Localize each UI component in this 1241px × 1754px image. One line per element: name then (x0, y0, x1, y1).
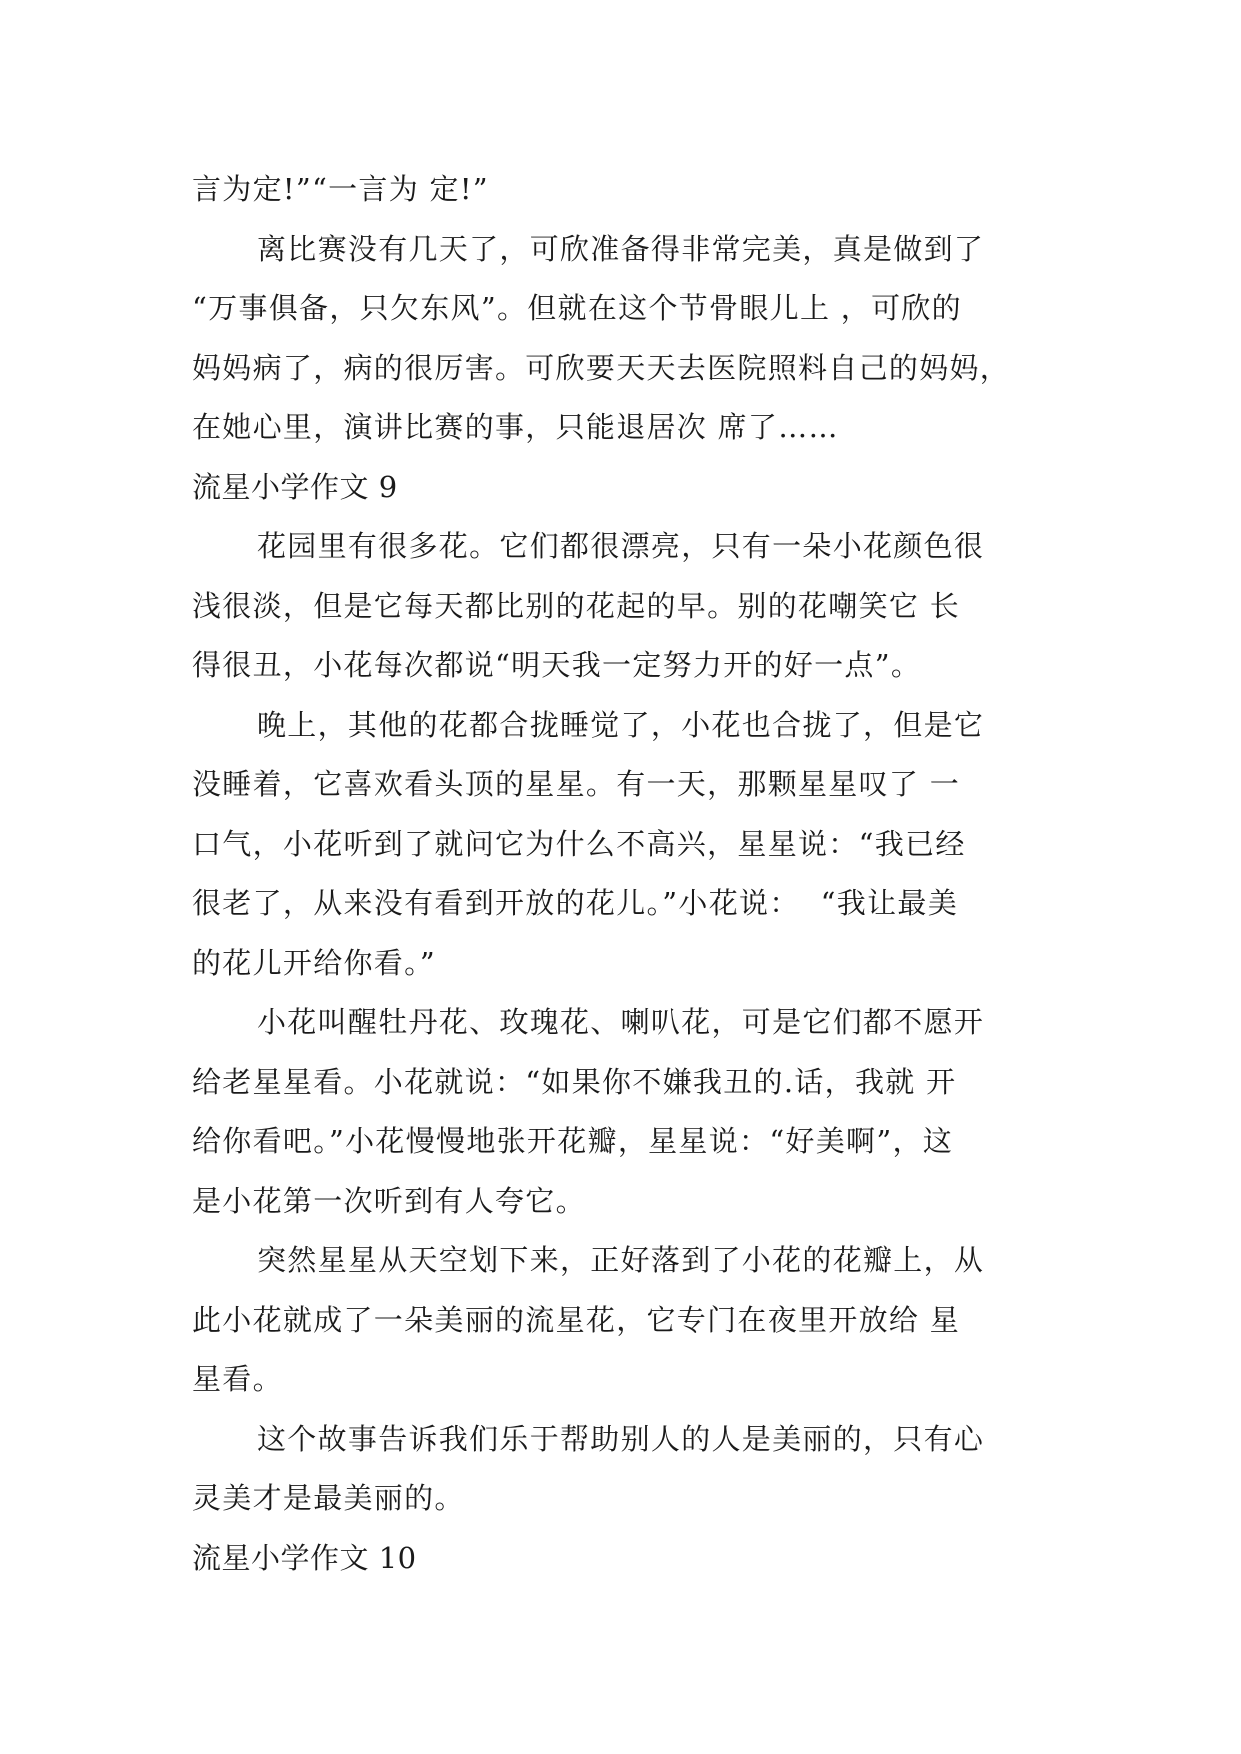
text-line: 是小花第一次听到有人夸它。 (192, 1183, 586, 1218)
paragraph-start-line: 花园里有很多花。它们都很漂亮，只有一朵小花颜色很 (257, 529, 985, 563)
paragraph-start-line: 晚上，其他的花都合拢睡觉了，小花也合拢了，但是它 (257, 707, 985, 742)
paragraph-start-line: 离比赛没有几天了，可欣准备得非常完美，真是做到了 (257, 231, 985, 266)
text-line: 很老了，从来没有看到开放的花儿。”小花说： “我让最美 (192, 886, 958, 920)
text-line: 给你看吧。”小花慢慢地张开花瓣，星星说：“好美啊”，这 (192, 1124, 954, 1158)
paragraph-start-line: 小花叫醒牡丹花、玫瑰花、喇叭花，可是它们都不愿开 (257, 1005, 985, 1039)
text-line: 灵美才是最美丽的。 (192, 1481, 465, 1515)
paragraph-start-line: 这个故事告诉我们乐于帮助别人的人是美丽的，只有心 (257, 1421, 985, 1456)
text-line: 浅很淡，但是它每天都比别的花起的早。别的花嘲笑它 长 (192, 588, 961, 623)
text-line: 在她心里，演讲比赛的事，只能退居次 席了…… (192, 410, 839, 444)
text-line: 此小花就成了一朵美丽的流星花，它专门在夜里开放给 星 (192, 1302, 961, 1337)
text-line: “万事俱备，只欠东风”。但就在这个节骨眼儿上 ，可欣的 (192, 291, 962, 325)
paragraph-start-line: 突然星星从天空划下来，正好落到了小花的花瓣上，从 (257, 1243, 985, 1277)
text-line: 给老星星看。小花就说：“如果你不嫌我丑的.话，我就 开 (192, 1064, 957, 1099)
text-line: 言为定!”“一言为 定!” (192, 172, 489, 206)
section-heading: 流星小学作文 9 (192, 469, 398, 504)
text-line: 的花儿开给你看。” (192, 945, 437, 980)
text-line: 妈妈病了，病的很厉害。可欣要天天去医院照料自己的妈妈， (192, 350, 1011, 385)
document-body (192, 160, 1050, 1588)
text-line: 星看。 (192, 1362, 283, 1396)
text-line: 口气，小花听到了就问它为什么不高兴，星星说：“我已经 (192, 826, 966, 861)
text-line: 没睡着，它喜欢看头顶的星星。有一天，那颗星星叹了 一 (192, 767, 961, 801)
section-heading: 流星小学作文 10 (192, 1540, 417, 1575)
text-line: 得很丑，小花每次都说“明天我一定努力开的好一点”。 (192, 648, 922, 682)
